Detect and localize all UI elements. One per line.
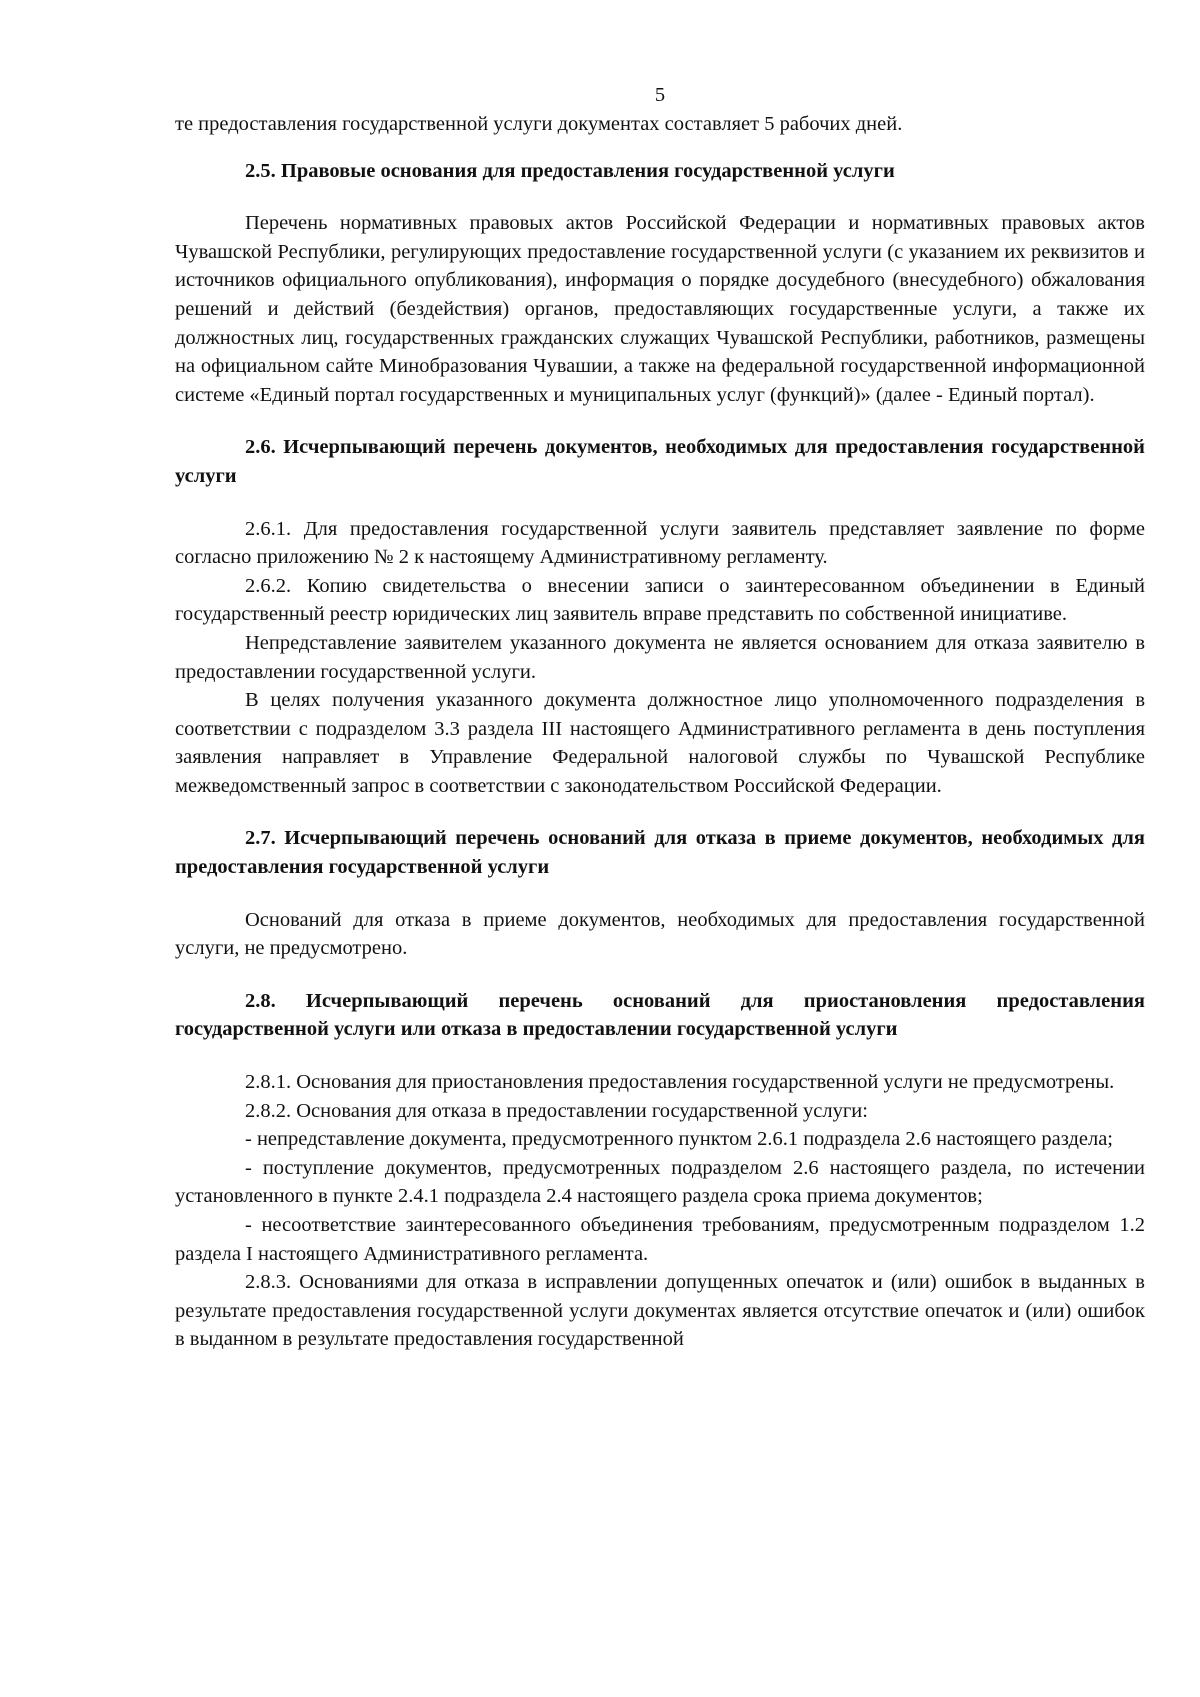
section-2-5-paragraph: Перечень нормативных правовых актов Российской Федерации и нормативных правовых актов Чувашской Республики, регулирующих предоставление государственной услуги (с указанием их реквизитов и источников официального опубликования), информация о порядке досудебного (внесудебного) обжалования решений и действий (бездействия) органов, предоставляющих государственные услуги, а также их должностных лиц, государственных гражданских служащих Чувашской Республики, работников, размещены на официальном сайте Минобразования Чувашии, а также на федеральной государственной информационной системе «Единый портал государственных и муниципальных услуг (функций)» (далее - Единый портал). [175,212,1145,406]
clause-2-8-3: 2.8.3. Основаниями для отказа в исправлении допущенных опечаток и (или) ошибок в выданных в результате предоставления государственной услуги документах является отсутствие опечаток и (или) ошибок в выданном в результате предоставления государственной [175,1271,1145,1351]
page-number: 5 [654,84,666,106]
section-2-6-heading: 2.6. Исчерпывающий перечень документов, необходимых для предоставления государственной услуги [175,436,1145,487]
clause-2-8-1: 2.8.1. Основания для приостановления предоставления государственной услуги не предусмотрены. [245,1071,1115,1094]
section-2-7-paragraph: Оснований для отказа в приеме документов, необходимых для предоставления государственной услуги, не предусмотрено. [175,908,1145,960]
clause-2-8-2-item-3: - несоответствие заинтересованного объединения требованиям, предусмотренным подразделом 1.2 раздела I настоящего Административного регламента. [175,1214,1145,1265]
clause-2-6-1: 2.6.1. Для предоставления государственной услуги заявитель представляет заявление по форме согласно приложению № 2 к настоящему Административному регламенту. [175,517,1145,569]
clause-2-6-2-note: Непредставление заявителем указанного документа не является основанием для отказа заявителю в предоставлении государственной услуги. [175,631,1145,683]
document-page [175,80,1145,1354]
clause-2-6-2-request: В целях получения указанного документа должностное лицо уполномоченного подразделения в соответствии с подразделом 3.3 раздела III настоящего Административного регламента в день поступления заявления направляет в Управление Федеральной налоговой службы по Чувашской Республике межведомственный запрос в соответствии с законодательством Российской Федерации. [175,689,1145,797]
section-2-5-heading: 2.5. Правовые основания для предоставления государственной услуги [245,159,895,182]
clause-2-6-2: 2.6.2. Копию свидетельства о внесении записи о заинтересованном объединении в Единый государственный реестр юридических лиц заявитель вправе представить по собственной инициативе. [175,574,1145,626]
clause-2-8-2-item-1: - непредставление документа, предусмотренного пунктом 2.6.1 подраздела 2.6 настоящего раздела; [245,1128,1113,1151]
section-2-8-heading: 2.8. Исчерпывающий перечень оснований для приостановления предоставления государственной услуги или отказа в предоставлении государственной услуги [175,989,1145,1041]
clause-2-8-2: 2.8.2. Основания для отказа в предоставлении государственной услуги: [245,1099,868,1122]
section-2-7-heading: 2.7. Исчерпывающий перечень оснований для отказа в приеме документов, необходимых для предоставления государственной услуги [175,827,1145,879]
continuation-text: те предоставления государственной услуги документах составляет 5 рабочих дней. [175,113,903,135]
clause-2-8-2-item-2: - поступление документов, предусмотренных подразделом 2.6 настоящего раздела, по истечении установленного в пункте 2.4.1 подраздела 2.4 настоящего раздела срока приема документов; [175,1156,1145,1208]
